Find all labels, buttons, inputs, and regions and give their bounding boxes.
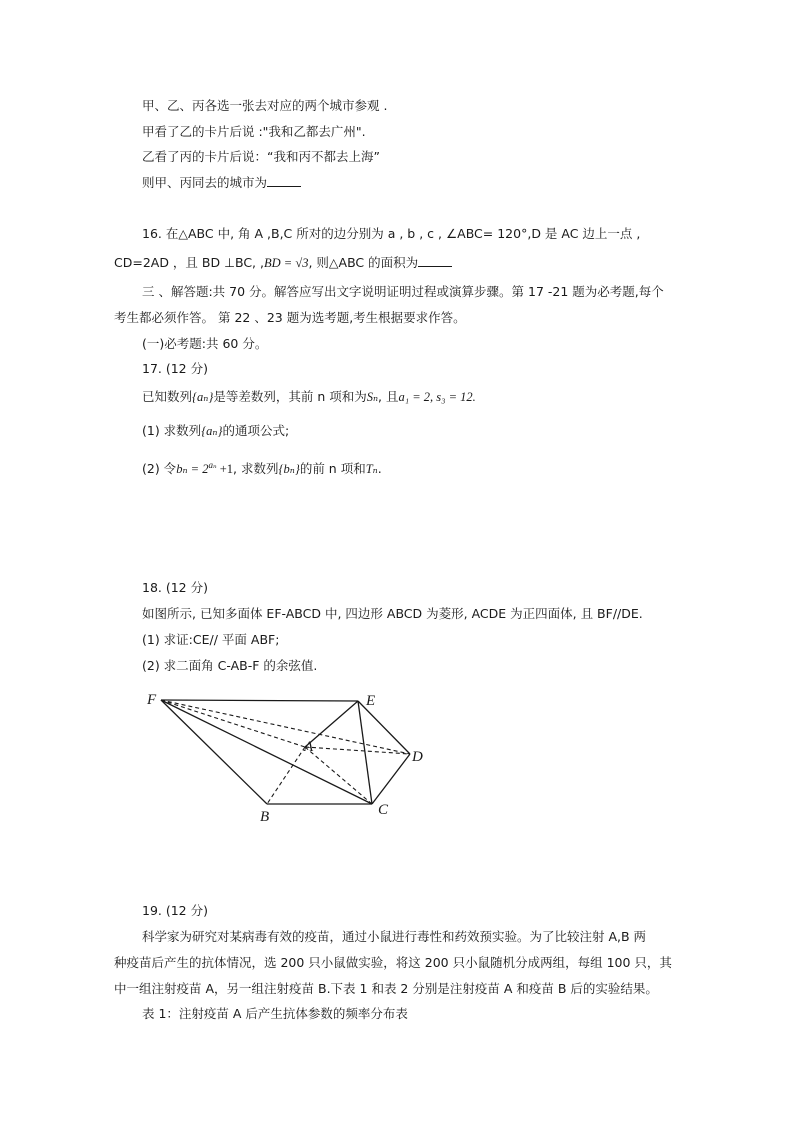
p17-question-2 [142, 457, 382, 477]
bn-formula-tail: +1 [216, 462, 234, 477]
edge-fa [161, 700, 305, 747]
label-b: B [260, 809, 270, 825]
p16-condition: CD=2AD ，且 BD ⊥BC, , [114, 255, 264, 270]
seq-a-formula: {aₙ} [201, 424, 223, 438]
seq-a-formula: {aₙ} [192, 390, 214, 404]
answer-blank [267, 175, 301, 187]
section3-line-1: 三 、解答题:共 70 分。解答应写出文字说明证明过程或演算步骤。第 17 -21 题为必考题,每个 [142, 284, 664, 299]
bn-exponent: aₙ [208, 460, 217, 470]
p19-line-1: 科学家为研究对某病毒有效的疫苗，通过小鼠进行毒性和药效预实验。为了比较注射 A,B 两 [142, 929, 647, 944]
condition-formula: a₁ = 2, s₃ = 12. [398, 390, 476, 404]
q1-text: 的通项公式; [222, 423, 290, 438]
edge-fe [161, 700, 358, 701]
label-a: A [304, 739, 314, 755]
p19-heading: 19. (12 分) [142, 903, 208, 918]
p17-heading: 17. (12 分) [142, 361, 208, 376]
q2-text: (2) 令 [142, 461, 177, 477]
label-d: D [412, 749, 423, 765]
polyhedron-figure [142, 686, 432, 826]
p17-stem-text: 是等差数列，其前 n 项和为 [213, 389, 367, 404]
q2-text: . [377, 461, 382, 477]
sn-formula: Sₙ [366, 390, 379, 404]
p15-line-4 [142, 175, 301, 191]
q1-text: (1) 求数列 [142, 423, 202, 438]
label-e: E [366, 693, 376, 709]
seq-b-formula: {bₙ} [278, 462, 300, 477]
p19-line-3: 中一组注射疫苗 A，另一组注射疫苗 B.下表 1 和表 2 分别是注射疫苗 A 和疫苗 B 后的实验结果。 [114, 981, 658, 996]
edge-fb [161, 700, 267, 804]
p17-stem [142, 389, 476, 405]
p18-heading: 18. (12 分) [142, 580, 208, 595]
bd-formula: BD = √3 [263, 256, 309, 270]
section3-line-2: 考生都必须作答。 第 22 、23 题为选考题,考生根据要求作答。 [114, 310, 466, 325]
table-1-caption: 表 1：注射疫苗 A 后产生抗体参数的频率分布表 [142, 1006, 408, 1021]
label-c: C [378, 802, 389, 818]
edge-cd [372, 754, 410, 804]
p16-line-2 [114, 255, 452, 271]
p15-line-1: 甲、乙、丙各选一张去对应的两个城市参观 . [142, 98, 388, 113]
p15-question: 则甲、丙同去的城市为 [142, 175, 268, 190]
p18-question-2: (2) 求二面角 C-AB-F 的余弦值. [142, 658, 318, 673]
p19-line-2: 种疫苗后产生的抗体情况，选 200 只小鼠做实验，将这 200 只小鼠随机分成两组，每组 100 只，其 [114, 955, 672, 970]
tn-formula: Tₙ [365, 462, 378, 477]
q2-text: 的前 n 项和 [299, 461, 366, 477]
p17-question-1 [142, 423, 289, 439]
p16-line-1: 16. 在△ABC 中, 角 A ,B,C 所对的边分别为 a , b , c , ∠ABC= 120°,D 是 AC 边上一点 , [142, 226, 641, 241]
p18-question-1: (1) 求证:CE// 平面 ABF; [142, 632, 280, 647]
label-f: F [147, 692, 157, 708]
answer-blank [418, 255, 452, 267]
p18-stem: 如图所示, 已知多面体 EF-ABCD 中, 四边形 ABCD 为菱形, ACDE 为正四面体, 且 BF//DE. [142, 606, 643, 621]
p15-line-2: 甲看了乙的卡片后说 :"我和乙都去广州". [142, 124, 366, 139]
edge-ec [358, 701, 372, 804]
section3-line-3: (一)必考题:共 60 分。 [142, 336, 268, 351]
p17-stem-text: 已知数列 [142, 389, 193, 404]
p16-question: , 则△ABC 的面积为 [308, 255, 419, 270]
solid-edges [161, 700, 410, 804]
q2-text: , 求数列 [233, 461, 279, 477]
p15-line-3: 乙看了丙的卡片后说：“我和丙不都去上海” [142, 149, 380, 164]
p17-stem-text: , 且 [378, 389, 399, 404]
bn-formula: bₙ = 2 [176, 462, 209, 477]
